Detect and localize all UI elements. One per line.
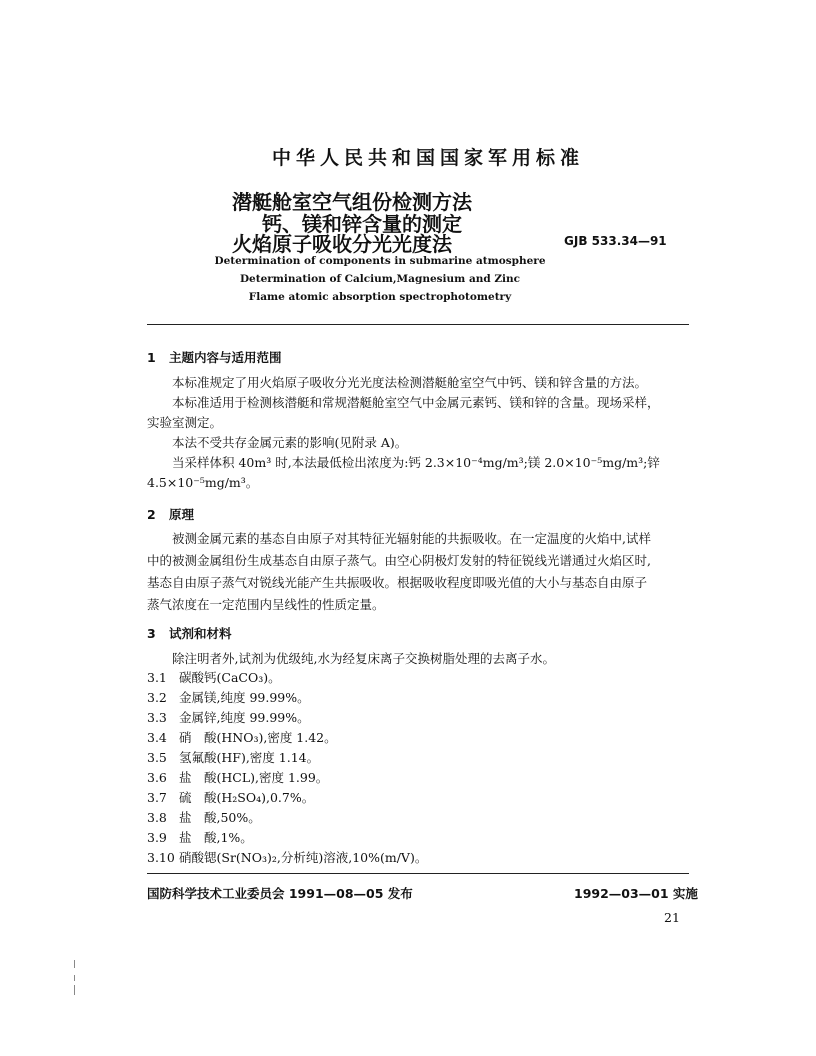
- item-text: 硝酸锶(Sr(NO₃)₂,分析纯)溶液,10%(m/V)。: [179, 850, 428, 865]
- header-divider: [147, 324, 689, 325]
- scan-artifact-mark: [74, 975, 75, 981]
- section-title: 试剂和材料: [169, 626, 232, 641]
- item-text: 盐 酸,1%。: [179, 830, 253, 845]
- list-item: [147, 728, 337, 748]
- list-item: [147, 668, 281, 688]
- item-number: 3.8: [147, 810, 167, 825]
- effective-date: 1992—03—01 实施: [574, 886, 698, 901]
- section-title: 主题内容与适用范围: [169, 350, 282, 365]
- section-number: 3: [147, 626, 156, 641]
- item-number: 3.4: [147, 730, 167, 745]
- item-text: 氢氟酸(HF),密度 1.14。: [179, 750, 320, 765]
- item-text: 碳酸钙(CaCO₃)。: [179, 670, 281, 685]
- section-number: 2: [147, 507, 156, 522]
- paragraph-continued: 基态自由原子蒸气对锐线光能产生共振吸收。根据吸收程度即吸光值的大小与基态自由原子: [147, 575, 648, 590]
- scan-artifact-mark: [74, 985, 75, 995]
- title-en-line3: Flame atomic absorption spectrophotometry: [248, 291, 512, 303]
- paragraph-continued: 中的被测金属组份生成基态自由原子蒸气。由空心阴极灯发射的特征锐线光谱通过火焰区时,: [147, 553, 651, 568]
- standard-header: 中华人民共和国国家军用标准: [271, 147, 584, 169]
- list-item: [147, 708, 310, 728]
- item-number: 3.7: [147, 790, 167, 805]
- title-cn-line2: 钙、镁和锌含量的测定: [262, 212, 462, 236]
- item-number: 3.10: [147, 850, 175, 865]
- issuer-line: 国防科学技术工业委员会 1991—08—05 发布: [147, 886, 413, 901]
- list-item: [147, 768, 328, 788]
- list-item: [147, 748, 319, 768]
- paragraph-continued: 4.5×10⁻⁵mg/m³。: [147, 475, 259, 490]
- list-item: [147, 848, 427, 868]
- paragraph: 本法不受共存金属元素的影响(见附录 A)。: [172, 435, 408, 450]
- item-number: 3.3: [147, 710, 167, 725]
- list-item: [147, 788, 314, 808]
- paragraph: 本标准适用于检测核潜艇和常规潜艇舱室空气中金属元素钙、镁和锌的含量。现场采样，: [172, 395, 660, 410]
- footer-divider: [147, 873, 689, 874]
- paragraph: 当采样体积 40m³ 时,本法最低检出浓度为:钙 2.3×10⁻⁴mg/m³;镁 2.0×10⁻⁵mg/m³;锌: [172, 455, 660, 470]
- item-text: 金属镁,纯度 99.99%。: [179, 690, 310, 705]
- section-number: 1: [147, 350, 156, 365]
- item-text: 盐 酸,50%。: [179, 810, 261, 825]
- item-number: 3.9: [147, 830, 167, 845]
- item-text: 金属锌,纯度 99.99%。: [179, 710, 310, 725]
- item-number: 3.1: [147, 670, 167, 685]
- title-cn-line1: 潜艇舱室空气组份检测方法: [232, 190, 472, 214]
- paragraph: 被测金属元素的基态自由原子对其特征光辐射能的共振吸收。在一定温度的火焰中,试样: [172, 531, 651, 546]
- paragraph-continued: 蒸气浓度在一定范围内呈线性的性质定量。: [147, 597, 385, 612]
- paragraph: 本标准规定了用火焰原子吸收分光光度法检测潜艇舱室空气中钙、镁和锌含量的方法。: [172, 375, 648, 390]
- item-number: 3.5: [147, 750, 167, 765]
- section-2-heading: [147, 505, 194, 523]
- item-text: 硫 酸(H₂SO₄),0.7%。: [179, 790, 315, 805]
- section-1-heading: [147, 348, 282, 366]
- list-item: [147, 828, 253, 848]
- item-number: 3.2: [147, 690, 167, 705]
- title-en-line1: Determination of components in submarine atmosphere: [214, 255, 546, 267]
- page-number: 21: [664, 910, 680, 925]
- item-text: 硝 酸(HNO₃),密度 1.42。: [179, 730, 337, 745]
- section-3-heading: [147, 624, 232, 642]
- paragraph-continued: 实验室测定。: [147, 415, 223, 430]
- section-title: 原理: [169, 507, 195, 522]
- item-number: 3.6: [147, 770, 167, 785]
- standard-code: GJB 533.34—91: [564, 234, 667, 248]
- list-item: [147, 808, 261, 828]
- paragraph: 除注明者外,试剂为优级纯,水为经复床离子交换树脂处理的去离子水。: [172, 651, 555, 666]
- item-text: 盐 酸(HCL),密度 1.99。: [179, 770, 329, 785]
- title-en-line2: Determination of Calcium,Magnesium and Zinc: [239, 273, 521, 285]
- scan-artifact-mark: [74, 960, 75, 968]
- list-item: [147, 688, 310, 708]
- title-cn-line3: 火焰原子吸收分光光度法: [232, 232, 452, 256]
